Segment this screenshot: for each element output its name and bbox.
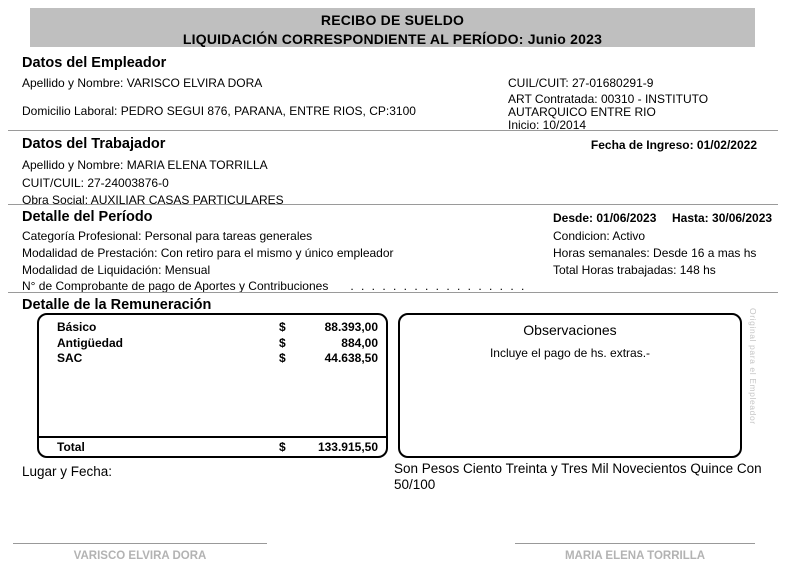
periodo-comprobante (22, 279, 526, 293)
signature-name-empleador: VARISCO ELVIRA DORA (73, 550, 207, 562)
section-title-empleador: Datos del Empleador (22, 55, 167, 71)
section-title-remuneracion: Detalle de la Remuneración (22, 297, 212, 313)
signature-line-empleador (13, 543, 267, 544)
row-currency: $ (279, 351, 286, 365)
section-divider (8, 204, 778, 205)
periodo-categoria-profesional: Categoría Profesional: Personal para tareas generales (22, 229, 313, 243)
copy-type-note: Original para el Empleador (748, 308, 758, 425)
remuneracion-rows (39, 315, 386, 367)
signature-name-trabajador: MARIA ELENA TORRILLA (564, 550, 706, 562)
section-title-trabajador: Datos del Trabajador (22, 136, 166, 152)
empleador-art-contratada: ART Contratada: 00310 - INSTITUTO AUTARQUICO ENTRE RIO (508, 92, 709, 119)
section-divider (8, 130, 778, 131)
table-row (39, 351, 386, 367)
observaciones-title: Observaciones (523, 322, 617, 338)
observaciones-box (398, 313, 742, 458)
row-importe: 88.393,00 (324, 320, 378, 334)
amount-in-words: Son Pesos Ciento Treinta y Tres Mil Novecientos Quince Con 50/100 (394, 461, 762, 492)
lugar-y-fecha-label: Lugar y Fecha: (22, 464, 113, 479)
periodo-comprobante-label: N° de Comprobante de pago de Aportes y Contribuciones (22, 279, 329, 293)
row-currency: $ (279, 320, 286, 334)
periodo-horas-semanales: Horas semanales: Desde 16 a mas hs (553, 246, 757, 260)
total-currency: $ (279, 440, 286, 454)
row-concepto: SAC (57, 351, 83, 365)
section-divider (8, 292, 778, 293)
document-header (30, 8, 755, 47)
observaciones-text: Incluye el pago de hs. extras.- (489, 346, 651, 360)
total-importe: 133.915,50 (317, 440, 378, 454)
document-subtitle: LIQUIDACIÓN CORRESPONDIENTE AL PERÍODO: Junio 2023 (182, 31, 603, 47)
trabajador-obra-social: Obra Social: AUXILIAR CASAS PARTICULARES (22, 193, 284, 207)
empleador-domicilio-laboral: Domicilio Laboral: PEDRO SEGUI 876, PARANA, ENTRE RIOS, CP:3100 (22, 104, 416, 118)
periodo-desde: Desde: 01/06/2023 (553, 211, 657, 225)
trabajador-fecha-ingreso: Fecha de Ingreso: 01/02/2022 (590, 138, 757, 152)
empleador-cuil-cuit: CUIL/CUIT: 27-01680291-9 (508, 76, 654, 90)
periodo-modalidad-prestacion: Modalidad de Prestación: Con retiro para el mismo y único empleador (22, 246, 394, 260)
empleador-apellido-nombre: Apellido y Nombre: VARISCO ELVIRA DORA (22, 76, 263, 90)
table-row (39, 336, 386, 352)
table-row (39, 320, 386, 336)
trabajador-apellido-nombre: Apellido y Nombre: MARIA ELENA TORRILLA (22, 158, 268, 172)
periodo-condicion: Condicion: Activo (553, 229, 646, 243)
periodo-comprobante-dots: . . . . . . . . . . . . . . . . . (350, 279, 527, 293)
signature-line-trabajador (515, 543, 755, 544)
periodo-hasta: Hasta: 30/06/2023 (672, 211, 773, 225)
row-concepto: Antigüedad (57, 335, 123, 350)
document-title: RECIBO DE SUELDO (320, 12, 465, 28)
row-concepto: Básico (57, 320, 97, 334)
row-importe: 44.638,50 (324, 351, 378, 365)
section-title-periodo: Detalle del Período (22, 209, 153, 225)
row-currency: $ (279, 335, 286, 350)
table-total-row (39, 436, 386, 456)
periodo-total-horas: Total Horas trabajadas: 148 hs (553, 263, 716, 277)
row-importe: 884,00 (341, 335, 378, 350)
remuneracion-table (37, 313, 388, 458)
total-label: Total (57, 440, 85, 454)
trabajador-cuit-cuil: CUIT/CUIL: 27-24003876-0 (22, 176, 169, 190)
periodo-modalidad-liquidacion: Modalidad de Liquidación: Mensual (22, 263, 211, 277)
empleador-inicio: Inicio: 10/2014 (508, 118, 587, 132)
